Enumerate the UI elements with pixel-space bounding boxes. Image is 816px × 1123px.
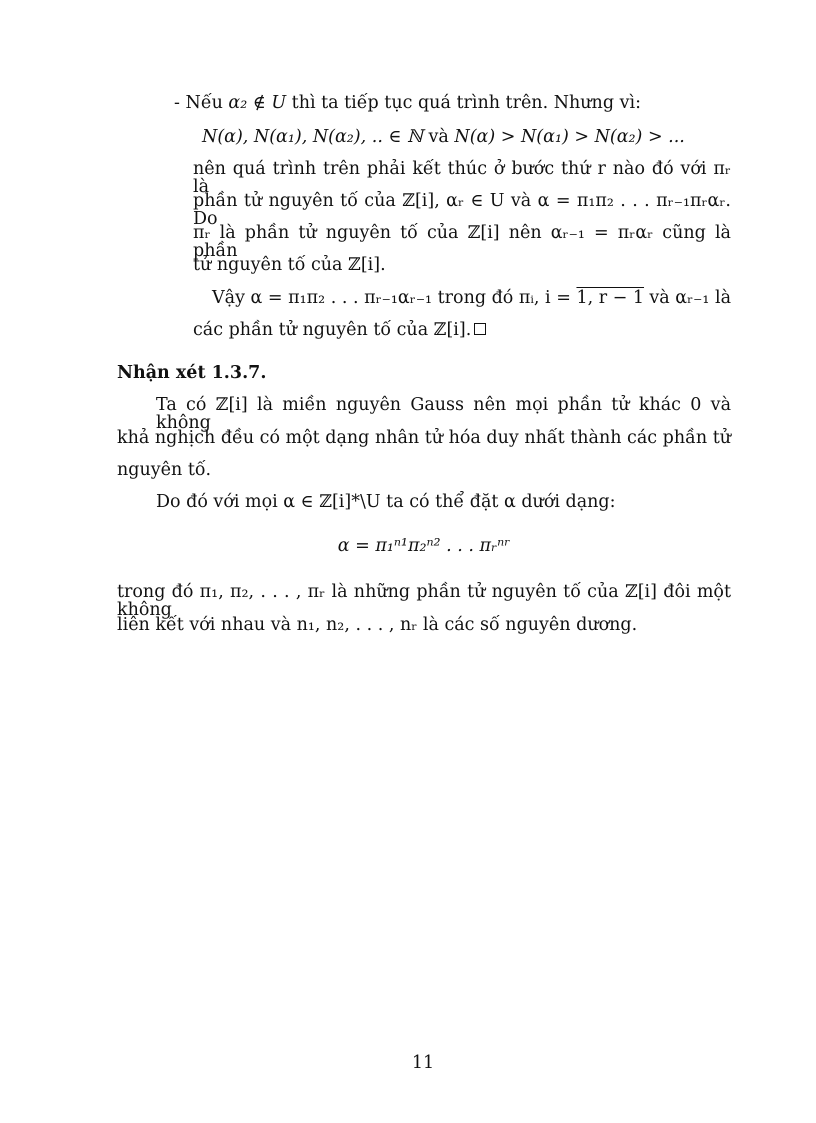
qed-square-icon bbox=[474, 323, 486, 335]
page-number: 11 bbox=[411, 1053, 435, 1073]
math: N(α) > N(α₁) > N(α₂) > ... bbox=[454, 127, 685, 147]
math: N(α), N(α₁), N(α₂), .. ∈ ℕ bbox=[202, 127, 423, 147]
text: Vậy α = π₁π₂ . . . πᵣ₋₁αᵣ₋₁ trong đó πᵢ, i = bbox=[212, 288, 577, 308]
text: và αᵣ₋₁ là bbox=[649, 288, 731, 308]
remark-title: Nhận xét 1.3.7. bbox=[117, 363, 267, 383]
list-item-line-6: tử nguyên tố của ℤ[i]. bbox=[193, 255, 386, 275]
remark-p3-line-1: trong đó π₁, π₂, . . . , πᵣ là những phần tử nguyên tố của ℤ[i] đôi một không bbox=[117, 582, 731, 620]
list-item-line-8 bbox=[193, 322, 486, 340]
display-formula: α = π₁ⁿ¹π₂ⁿ² . . . πᵣⁿʳ bbox=[337, 536, 511, 556]
list-item-line-1 bbox=[174, 95, 641, 113]
list-item-line-4: phần tử nguyên tố của ℤ[i], αᵣ ∈ U và α = π₁π₂ . . . πᵣ₋₁πᵣαᵣ. Do bbox=[193, 191, 731, 229]
text: các phần tử nguyên tố của ℤ[i]. bbox=[193, 320, 472, 340]
remark-p1-line-2: khả nghịch đều có một dạng nhân tử hóa duy nhất thành các phần tử bbox=[117, 428, 731, 448]
remark-p3-line-2: liên kết với nhau và n₁, n₂, . . . , nᵣ là các số nguyên dương. bbox=[117, 615, 638, 635]
remark-p1-line-1: Ta có ℤ[i] là miền nguyên Gauss nên mọi phần tử khác 0 và không bbox=[156, 395, 731, 433]
overline-range: 1, r − 1 bbox=[576, 288, 645, 308]
text: thì ta tiếp tục quá trình trên. Nhưng vì: bbox=[286, 93, 641, 113]
list-item-line-3: nên quá trình trên phải kết thúc ở bước thứ r nào đó với πᵣ là bbox=[193, 159, 731, 197]
remark-p2-line-1: Do đó với mọi α ∈ ℤ[i]*\U ta có thể đặt α dưới dạng: bbox=[156, 492, 616, 512]
list-item-line-5: πᵣ là phần tử nguyên tố của ℤ[i] nên αᵣ₋₁ = πᵣαᵣ cũng là phần bbox=[193, 223, 731, 261]
list-item-line-7 bbox=[212, 290, 731, 308]
bullet: - bbox=[174, 93, 180, 113]
text: Nếu bbox=[185, 93, 229, 113]
text: và bbox=[422, 127, 455, 147]
remark-p1-line-3: nguyên tố. bbox=[117, 460, 212, 480]
math: α₂ ∉ U bbox=[228, 93, 287, 113]
list-item-line-2 bbox=[202, 129, 685, 147]
